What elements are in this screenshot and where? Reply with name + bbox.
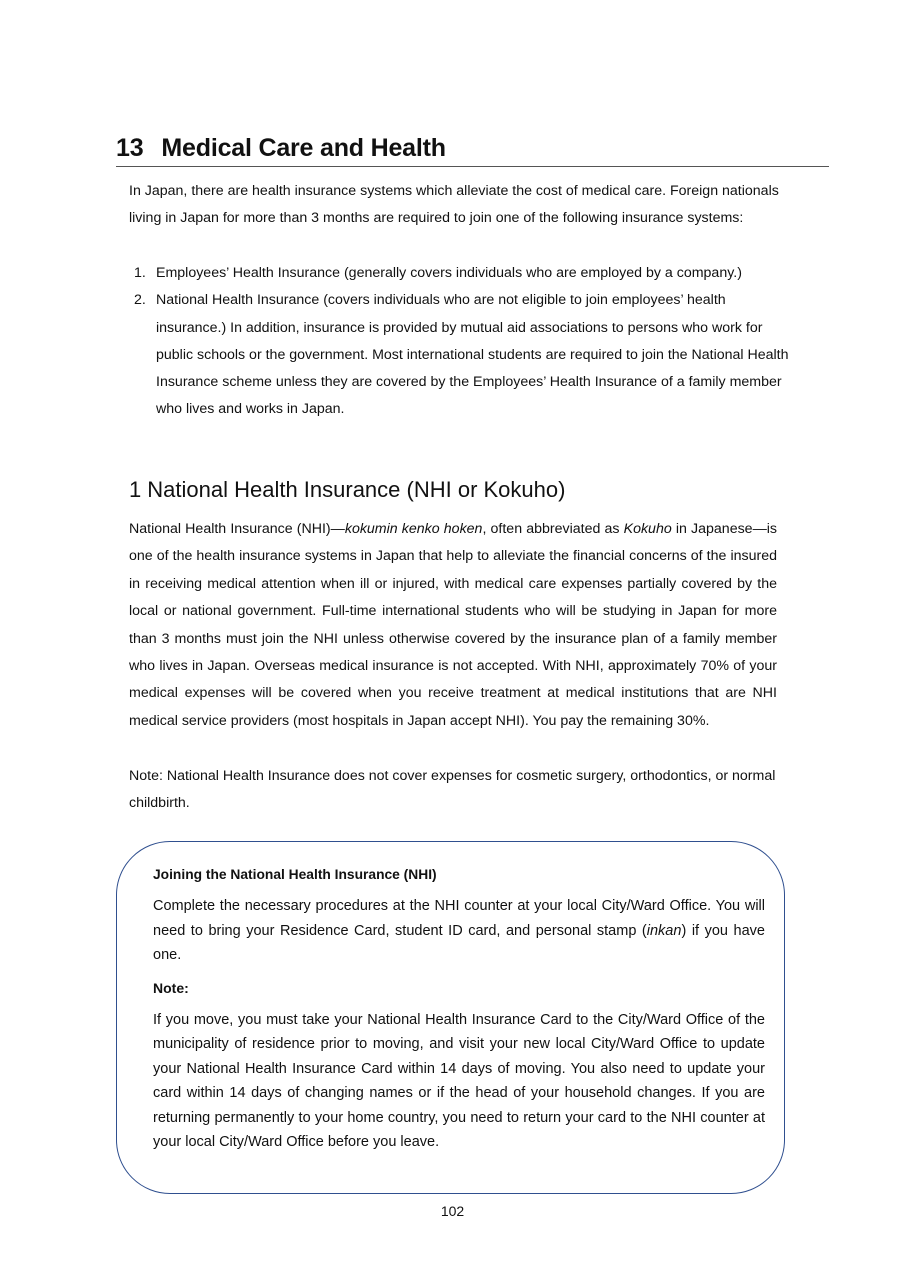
list-item-text: Employees’ Health Insurance (generally covers individuals who are employed by a company.) <box>156 265 742 281</box>
list-item-text: National Health Insurance (covers individuals who are not eligible to join employees’ health insurance.) In addition, insurance is provided by mutual aid associations to persons who work for public schools or the government. Most international students are required to join the National Health Insurance scheme unless they are covered by the Employees’ Health Insurance of a family member who lives and works in Japan. <box>156 292 789 418</box>
list-item <box>129 287 789 423</box>
chapter-title-text: Medical Care and Health <box>161 134 446 162</box>
section-heading <box>129 474 565 506</box>
info-box-italic-term: inkan <box>646 922 682 939</box>
insurance-systems-list <box>129 260 789 424</box>
chapter-title <box>116 132 829 167</box>
body-text-segment: National Health Insurance (NHI)— <box>129 521 345 537</box>
intro-paragraph: In Japan, there are health insurance systems which alleviate the cost of medical care. Foreign nationals living in Japan for more than 3 months are required to join one of the following insurance systems: <box>129 183 779 227</box>
info-box-note-paragraph: If you move, you must take your National Health Insurance Card to the City/Ward Office of the municipality of residence prior to moving, and visit your new local City/Ward Office to update your National Health Insurance Card within 14 days of moving. You also need to update your card within 14 days of changing names or if the head of your household changes. If you are returning permanently to your home country, you need to return your card to the NHI counter at your local City/Ward Office before you leave. <box>153 1011 765 1150</box>
chapter-number: 13 <box>116 134 144 162</box>
list-marker: 2. <box>134 292 146 309</box>
nhi-coverage-note: Note: National Health Insurance does not cover expenses for cosmetic surgery, orthodontics, or normal childbirth. <box>129 768 776 812</box>
info-box-text-segment: ) if you have one. <box>153 922 765 963</box>
list-item <box>129 260 789 287</box>
info-box <box>153 862 765 1155</box>
body-italic-term: Kokuho <box>623 521 672 537</box>
section-heading-text: National Health Insurance (NHI or Kokuho) <box>147 477 566 502</box>
info-box-text-segment: Complete the necessary procedures at the NHI counter at your local City/Ward Office. You will need to bring your Residence Card, student ID card, and personal stamp ( <box>153 898 765 939</box>
body-text-segment: in Japanese—is one of the health insurance systems in Japan that help to alleviate the financial concerns of the insured in receiving medical attention when ill or injured, with medical care expenses partially covered by the local or national government. Full-time international students who will be studying in Japan for more than 3 months must join the NHI unless otherwise covered by the insurance plan of a family member who lives in Japan. Overseas medical insurance is not accepted. With NHI, approximately 70% of your medical expenses will be covered when you receive treatment at medical institutions that are NHI medical service providers (most hospitals in Japan accept NHI). You pay the remaining 30%. <box>129 521 778 729</box>
info-box-note-label: Note: <box>153 979 189 996</box>
list-marker: 1. <box>134 265 146 281</box>
section-number: 1 <box>129 477 142 502</box>
info-box-title: Joining the National Health Insurance (NHI) <box>153 867 437 882</box>
nhi-description-paragraph <box>129 516 777 735</box>
body-italic-term: kokumin kenko hoken <box>344 521 483 537</box>
info-box-paragraph <box>153 894 765 968</box>
body-text-segment: , often abbreviated as <box>482 521 624 537</box>
page-number: 102 <box>440 1203 465 1219</box>
